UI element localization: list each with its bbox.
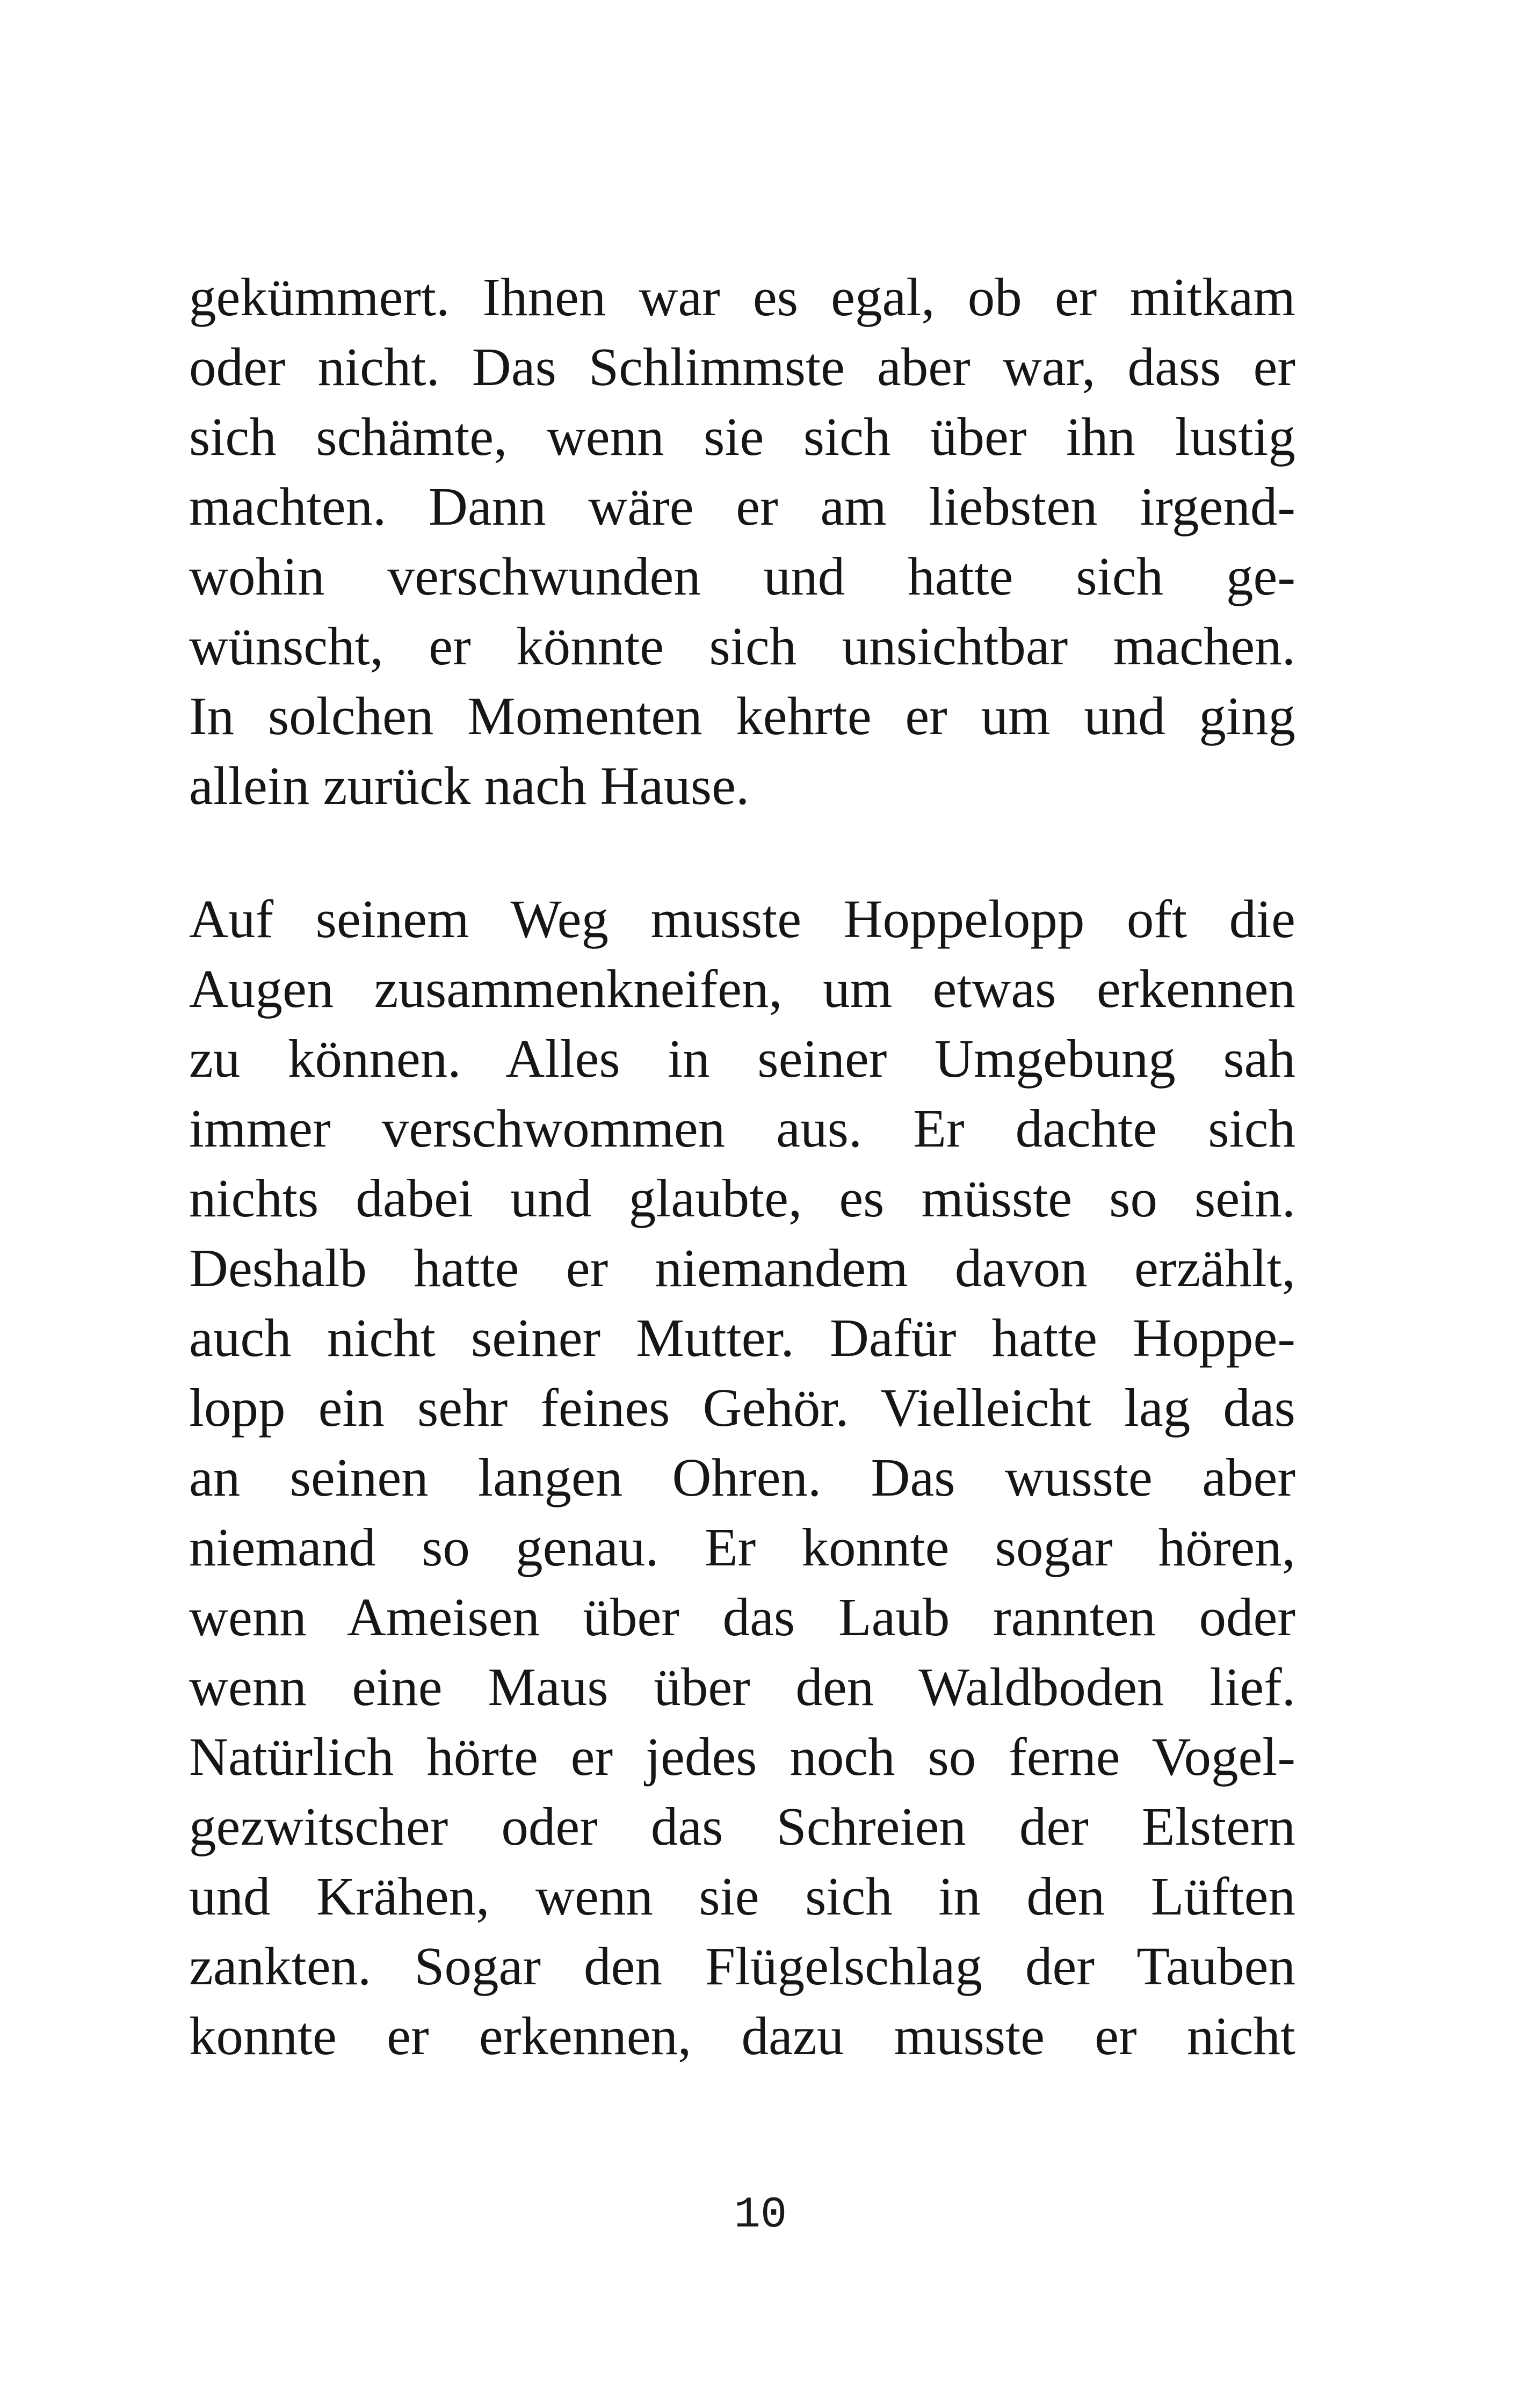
- text-line: zankten. Sogar den Flügelschlag der Tauben: [189, 1936, 1295, 1996]
- text-line: machten. Dann wäre er am liebsten irgend-: [189, 476, 1295, 536]
- text-line: wenn eine Maus über den Waldboden lief.: [189, 1657, 1295, 1717]
- text-line: nichts dabei und glaubte, es müsste so sein.: [189, 1168, 1295, 1228]
- text-line: lopp ein sehr feines Gehör. Vielleicht lag das: [189, 1377, 1295, 1438]
- text-line: Deshalb hatte er niemandem davon erzählt,: [189, 1238, 1295, 1298]
- text-line: In solchen Momenten kehrte er um und ging: [189, 686, 1295, 746]
- text-line: Augen zusammenkneifen, um etwas erkennen: [189, 959, 1295, 1019]
- paragraph-2: [189, 884, 1295, 2071]
- text-line: auch nicht seiner Mutter. Dafür hatte Hoppe-: [189, 1308, 1295, 1368]
- text-line: wünscht, er könnte sich unsichtbar machen.: [189, 616, 1295, 676]
- text-line: gekümmert. Ihnen war es egal, ob er mitkam: [189, 267, 1295, 327]
- text-line: gezwitscher oder das Schreien der Elstern: [189, 1796, 1295, 1856]
- page-number: 10: [734, 2190, 787, 2240]
- text-line: oder nicht. Das Schlimmste aber war, dass er: [189, 337, 1295, 397]
- text-line: niemand so genau. Er konnte sogar hören,: [189, 1517, 1295, 1577]
- text-line: allein zurück nach Hause.: [189, 756, 750, 816]
- text-line: Auf seinem Weg musste Hoppelopp oft die: [189, 889, 1295, 949]
- text-line: an seinen langen Ohren. Das wusste aber: [189, 1447, 1295, 1507]
- text-line: immer verschwommen aus. Er dachte sich: [189, 1098, 1295, 1158]
- text-line: sich schämte, wenn sie sich über ihn lustig: [189, 407, 1295, 467]
- text-line: und Krähen, wenn sie sich in den Lüften: [189, 1866, 1295, 1926]
- text-line: wohin verschwunden und hatte sich ge-: [189, 546, 1295, 606]
- text-line: zu können. Alles in seiner Umgebung sah: [189, 1028, 1295, 1089]
- paragraph-1: [189, 262, 1295, 821]
- text-line: wenn Ameisen über das Laub rannten oder: [189, 1587, 1295, 1647]
- text-line: Natürlich hörte er jedes noch so ferne Vogel-: [189, 1727, 1295, 1787]
- text-line: konnte er erkennen, dazu musste er nicht: [189, 2006, 1295, 2066]
